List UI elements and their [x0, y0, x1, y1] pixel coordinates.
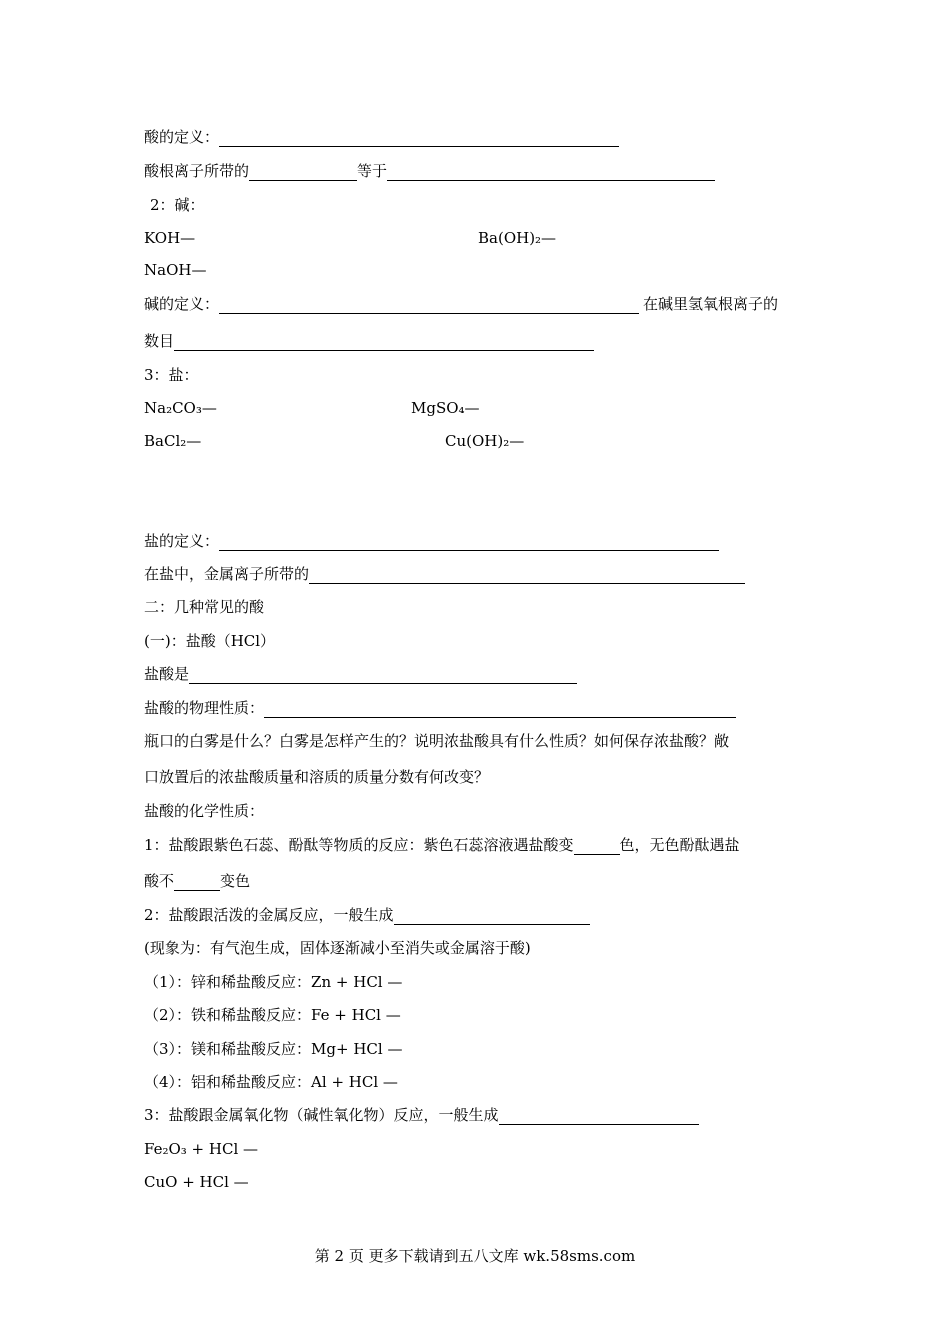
hcl-is-label: 盐酸是	[144, 665, 190, 683]
hcl-is-blank[interactable]	[189, 667, 577, 684]
hcl-physical-label: 盐酸的物理性质：	[144, 699, 265, 717]
salt-heading: 3：盐：	[144, 366, 199, 384]
item3-blank[interactable]	[499, 1108, 699, 1125]
acid-definition-line	[144, 127, 619, 147]
base-heading: 2：碱：	[150, 196, 205, 214]
formula-cuoh2: Cu(OH)₂—	[445, 432, 525, 450]
salt-metal-ion-blank[interactable]	[309, 567, 745, 584]
acid-definition-label: 酸的定义：	[144, 128, 220, 146]
phenolphthalein-blank[interactable]	[174, 874, 220, 891]
item2-line	[144, 905, 590, 925]
hcl-chemical-label: 盐酸的化学性质：	[144, 802, 265, 820]
acid-definition-blank[interactable]	[219, 130, 619, 147]
formula-baoh2: Ba(OH)₂—	[478, 229, 557, 247]
question-line-1: 瓶口的白雾是什么？白雾是怎样产生的？说明浓盐酸具有什么性质？如何保存浓盐酸？敞	[144, 732, 730, 750]
question-line-2: 口放置后的浓盐酸质量和溶质的质量分数有何改变？	[144, 768, 490, 786]
item1-text-c: 酸不	[144, 872, 175, 890]
reaction-cuo: CuO + HCl —	[144, 1173, 249, 1191]
base-count-line	[144, 331, 594, 351]
acid-radical-label: 酸根离子所带的	[144, 162, 250, 180]
reaction-al: （4）：铝和稀盐酸反应：Al + HCl —	[144, 1073, 398, 1091]
acid-radical-line	[144, 161, 715, 181]
reaction-fe: （2）：铁和稀盐酸反应：Fe + HCl —	[144, 1006, 401, 1024]
item1-line-1	[144, 835, 740, 855]
formula-naoh: NaOH—	[144, 261, 207, 279]
base-count-blank[interactable]	[174, 334, 594, 351]
salt-definition-blank[interactable]	[219, 534, 719, 551]
formula-na2co3: Na₂CO₃—	[144, 399, 217, 417]
base-count-label: 数目	[144, 332, 175, 350]
base-definition-line	[144, 294, 778, 314]
hydrochloric-acid-heading: (一)：盐酸（HCl）	[144, 632, 276, 650]
item1-line-2	[144, 871, 250, 891]
formula-mgso4: MgSO₄—	[411, 399, 480, 417]
base-definition-label: 碱的定义：	[144, 295, 220, 313]
reaction-zn: （1）：锌和稀盐酸反应：Zn + HCl —	[144, 973, 403, 991]
item1-text-a: 1：盐酸跟紫色石蕊、酚酞等物质的反应：紫色石蕊溶液遇盐酸变	[144, 836, 574, 854]
hcl-is-line	[144, 664, 577, 684]
reaction-mg: （3）：镁和稀盐酸反应：Mg+ HCl —	[144, 1040, 403, 1058]
page-footer: 第 2 页 更多下载请到五八文库 wk.58sms.com	[314, 1247, 636, 1265]
reaction-fe2o3: Fe₂O₃ + HCl —	[144, 1140, 259, 1158]
item2-blank[interactable]	[394, 908, 590, 925]
item2-text: 2：盐酸跟活泼的金属反应，一般生成	[144, 906, 394, 924]
salt-definition-label: 盐的定义：	[144, 532, 220, 550]
base-definition-blank[interactable]	[219, 297, 639, 314]
base-definition-tail: 在碱里氢氧根离子的	[643, 295, 779, 313]
item3-text: 3：盐酸跟金属氧化物（碱性氧化物）反应，一般生成	[144, 1106, 499, 1124]
acid-radical-blank-1[interactable]	[249, 164, 357, 181]
item3-line	[144, 1105, 699, 1125]
hcl-physical-line	[144, 698, 736, 718]
item1-text-b: 色，无色酚酞遇盐	[619, 836, 740, 854]
formula-bacl2: BaCl₂—	[144, 432, 202, 450]
acid-radical-mid: 等于	[357, 162, 388, 180]
salt-definition-line	[144, 531, 719, 551]
item1-text-d: 变色	[220, 872, 251, 890]
hcl-physical-blank[interactable]	[264, 701, 736, 718]
litmus-color-blank[interactable]	[574, 838, 620, 855]
salt-metal-ion-line	[144, 564, 745, 584]
formula-koh: KOH—	[144, 229, 196, 247]
section-common-acids-heading: 二：几种常见的酸	[144, 598, 265, 616]
salt-metal-ion-label: 在盐中，金属离子所带的	[144, 565, 310, 583]
item2-phenomenon: (现象为：有气泡生成，固体逐渐减小至消失或金属溶于酸)	[144, 939, 531, 957]
acid-radical-blank-2[interactable]	[387, 164, 715, 181]
